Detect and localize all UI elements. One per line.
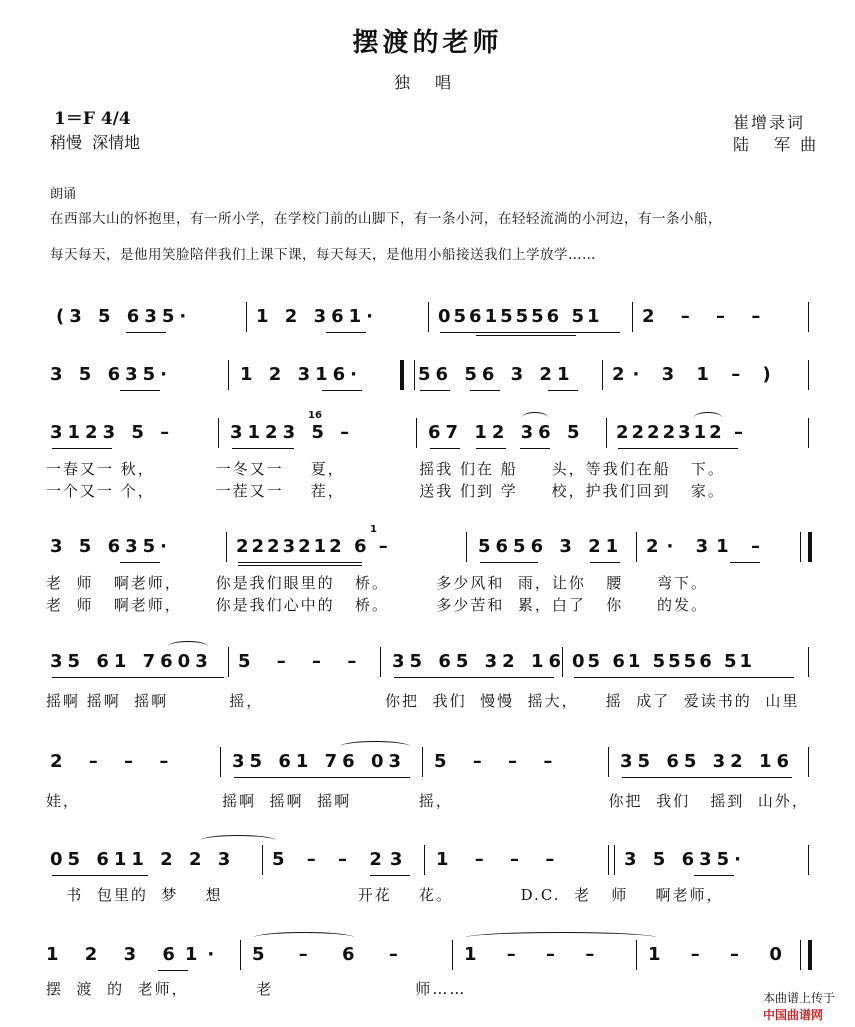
barline <box>808 360 809 390</box>
barline <box>240 940 241 970</box>
beam <box>476 335 576 336</box>
beam <box>420 390 450 391</box>
barline <box>262 845 263 875</box>
barline <box>808 418 809 448</box>
song-subtitle: 独 唱 <box>393 73 462 92</box>
beam <box>730 562 760 563</box>
barline <box>636 532 637 562</box>
bar-notes: 2 – – – <box>50 751 179 772</box>
bar-notes: 2· 3 1 – ) <box>612 364 779 385</box>
lyric-verse-1: 一春又一 秋， 一冬又一 夏， 摇我 们在 船 头，等我们在船 下。 <box>46 460 725 478</box>
barline <box>452 940 453 970</box>
barline <box>228 647 229 677</box>
grace-note: 1 <box>370 524 377 535</box>
barline <box>606 418 607 448</box>
barline <box>246 302 247 332</box>
barline <box>632 302 633 332</box>
barline <box>636 940 637 970</box>
bar-notes: 2223212 6 – <box>236 536 391 557</box>
beam <box>574 677 794 678</box>
final-barline <box>800 940 812 970</box>
score-line <box>40 843 810 883</box>
tie <box>466 932 656 943</box>
key-signature: 1＝F 4/4 <box>54 109 131 129</box>
narration-label: 朗诵 <box>50 187 77 202</box>
bar-notes: 05 61 5556 51 <box>572 651 756 672</box>
bar-notes: (3 5 635· <box>56 306 192 327</box>
barline <box>808 845 809 875</box>
beam <box>548 390 578 391</box>
beam <box>326 332 366 333</box>
beam <box>120 390 160 391</box>
beam <box>120 562 160 563</box>
lyric-line: 摆 渡 的 老师， 老 师…… <box>46 980 467 998</box>
footer-credit <box>755 975 835 1023</box>
lyric-line: 娃， 摇啊 摇啊 摇啊 摇， 你把 我们 摇到 山外， <box>46 792 809 810</box>
bar-notes: 5 – – – <box>434 751 563 772</box>
footer-text: 本曲谱上传于 <box>762 991 835 1005</box>
beam <box>238 562 362 563</box>
bar-notes: 05 611 2 2 3 <box>50 849 236 870</box>
barline <box>416 418 417 448</box>
beam <box>476 448 506 449</box>
lyric-verse-2: 老 师 啊老师， 你是我们心中的 桥。 多少苦和 累，白了 你 的发。 <box>46 596 709 614</box>
bar-notes: 3 5 635· <box>50 364 172 385</box>
beam <box>694 875 734 876</box>
composer-credit: 陆 军曲 <box>733 135 827 154</box>
bar-notes: 1 – – – <box>464 944 607 965</box>
repeat-start <box>400 360 415 390</box>
beam <box>322 390 362 391</box>
beam <box>126 332 166 333</box>
beam <box>52 677 224 678</box>
lyric-verse-1: 老 师 啊老师， 你是我们眼里的 桥。 多少风和 雨，让你 腰 弯下。 <box>46 574 709 592</box>
barline <box>218 418 219 448</box>
barline <box>602 360 603 390</box>
bar-notes: 3123 5 – <box>230 422 355 443</box>
beam <box>158 970 188 971</box>
beam <box>618 448 738 449</box>
beam <box>470 390 500 391</box>
song-title: 摆渡的老师 <box>352 28 503 58</box>
bar-notes: 35 61 76 03 <box>232 751 406 772</box>
beam <box>234 777 410 778</box>
score-line <box>40 300 810 340</box>
beam <box>52 448 112 449</box>
bar-notes: 2· 31 – <box>646 536 768 557</box>
beam <box>232 448 294 449</box>
bar-notes: 05615556 51 <box>438 306 603 327</box>
narration-text: 每天每天，是他用笑脸陪伴我们上课下课，每天每天，是他用小船接送我们上学放学…… <box>50 247 596 263</box>
bar-notes: 35 65 32 16 <box>392 651 566 672</box>
slur <box>254 932 354 943</box>
barline <box>808 302 809 332</box>
beam <box>440 332 620 333</box>
tempo-marking: 稍慢 深情地 <box>50 133 141 152</box>
bar-notes: 35 65 32 16 <box>620 751 794 772</box>
beam <box>394 677 554 678</box>
bar-notes: 5 – – – <box>238 651 367 672</box>
lyric-verse-2: 一个又一 个， 一茬又一 茬， 送我 们到 学 校，护我们回到 家。 <box>46 482 725 500</box>
double-barline <box>608 845 615 875</box>
bar-notes: 1 – – – <box>436 849 565 870</box>
beam <box>590 562 620 563</box>
beam <box>430 448 460 449</box>
grace-note: 16 <box>308 410 322 421</box>
beam <box>622 777 792 778</box>
slur <box>522 412 548 423</box>
bar-notes: 1 – – 0 <box>648 944 794 965</box>
beam <box>480 562 538 563</box>
bar-notes: 67 12 36 5 <box>428 422 585 443</box>
site-logo[interactable]: 中国曲谱网 <box>762 1008 823 1022</box>
bar-notes: 5 – – 23 <box>272 849 411 870</box>
score-line <box>40 524 810 570</box>
slur <box>168 641 208 652</box>
narration-text: 在西部大山的怀抱里，有一所小学，在学校门前的山脚下，有一条小河，在轻轻流淌的小河边，有一条小船， <box>50 211 722 227</box>
barline <box>562 647 563 677</box>
barline <box>228 360 229 390</box>
score-line <box>40 645 810 685</box>
lyric-line: 摇啊 摇啊 摇啊 摇， 你把 我们 慢慢 摇大， 摇 成了 爱读书的 山里 <box>46 692 800 710</box>
lyricist-credit: 崔增录词 <box>733 113 806 132</box>
bar-notes: 56 56 3 21 <box>418 364 575 385</box>
bar-notes: 1 2 316· <box>240 364 362 385</box>
repeat-end <box>800 532 812 562</box>
barline <box>466 532 467 562</box>
beam <box>238 565 362 566</box>
barline <box>808 747 809 777</box>
slur <box>340 741 410 752</box>
beam <box>52 875 148 876</box>
barline <box>220 747 221 777</box>
bar-notes: 1 2 3 61· <box>46 944 225 965</box>
barline <box>226 532 227 562</box>
bar-notes: 3 5 635· <box>50 536 172 557</box>
bar-notes: 3 5 635· <box>624 849 746 870</box>
beam <box>520 448 550 449</box>
score-line <box>40 938 810 978</box>
score-line <box>40 410 810 456</box>
lyric-line: 书 包里的 梦 想 开花 花。 D.C. 老 师 啊老师， <box>46 886 724 904</box>
barline <box>380 647 381 677</box>
slur <box>694 412 722 423</box>
barline <box>424 845 425 875</box>
bar-notes: 35 61 7603 <box>50 651 213 672</box>
bar-notes: 2 – – – <box>642 306 771 327</box>
bar-notes: 3123 5 – <box>50 422 175 443</box>
score-line <box>40 745 810 785</box>
bar-notes: 5656 3 21 <box>478 536 624 557</box>
barline <box>808 647 809 677</box>
bar-notes: 2222312 – <box>616 422 746 443</box>
barline <box>422 747 423 777</box>
bar-notes: 5 – 6 – <box>252 944 412 965</box>
barline <box>608 747 609 777</box>
slur <box>200 835 276 846</box>
bar-notes: 1 2 361· <box>256 306 378 327</box>
barline <box>428 302 429 332</box>
score-line <box>40 358 810 398</box>
beam <box>370 875 410 876</box>
